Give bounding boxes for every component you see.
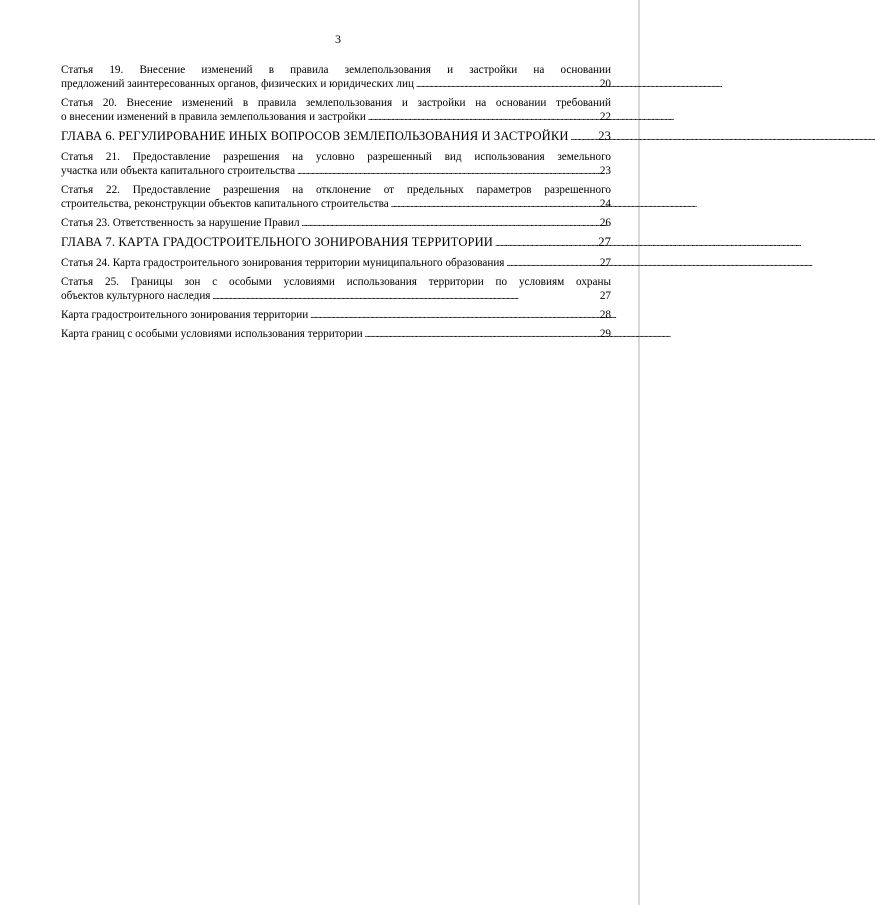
toc-page-number: 20 [599, 78, 611, 90]
dot-leader [571, 129, 597, 145]
toc-entry-last-line [61, 77, 611, 91]
toc-entry[interactable] [61, 63, 611, 91]
toc-entry-title: Карта градостроительного зонирования территории [61, 309, 309, 321]
toc-entry-line [61, 63, 611, 77]
toc-entry-title: ГЛАВА 7. КАРТА ГРАДОСТРОИТЕЛЬНОГО ЗОНИРОВАНИЯ ТЕРРИТОРИИ [61, 235, 494, 249]
toc-entry-title: Карта границ с особыми условиями использования территории [61, 328, 363, 340]
toc-page-number: 29 [599, 328, 611, 340]
toc-entry-line [61, 183, 611, 197]
dot-leader [297, 164, 598, 178]
dot-leader [506, 256, 597, 270]
toc-entry-last-line [61, 235, 611, 251]
toc-entry-last-line [61, 216, 611, 230]
toc-entry-title: Статья 23. Ответственность за нарушение Правил [61, 217, 300, 229]
toc-page-number: 22 [599, 111, 611, 123]
toc-chapter-entry[interactable] [61, 235, 611, 251]
toc-page-number: 26 [599, 217, 611, 229]
toc-entry-line [61, 275, 611, 289]
toc-entry-last-line [61, 308, 611, 322]
toc-entry-title: участка или объекта капитального строительства [61, 165, 296, 177]
toc-entry-text: Статья 22. Предоставление разрешения на отклонение от предельных параметров разрешенного [61, 184, 611, 196]
toc-page-number: 28 [599, 309, 611, 321]
dot-leader [416, 77, 598, 91]
dot-leader [302, 216, 598, 230]
toc-entry-last-line [61, 110, 611, 124]
toc-page-number: 23 [599, 165, 611, 177]
toc-entry-title: объектов культурного наследия [61, 290, 211, 302]
toc-entry-last-line [61, 129, 611, 145]
toc-entry[interactable] [61, 183, 611, 211]
page-number: 3 [335, 32, 341, 46]
toc-entry-last-line [61, 327, 611, 341]
toc-entry-text: Статья 20. Внесение изменений в правила землепользования и застройки на основании требований [61, 97, 611, 109]
toc-entry-title: предложений заинтересованных органов, физических и юридических лиц [61, 78, 414, 90]
dot-leader [310, 308, 598, 322]
toc-entry-last-line [61, 197, 611, 211]
toc-entry[interactable] [61, 327, 611, 341]
toc-page-number: 23 [598, 129, 611, 143]
toc-entry[interactable] [61, 308, 611, 322]
toc-entry-title: о внесении изменений в правила землепользования и застройки [61, 111, 366, 123]
toc-page-number: 27 [599, 290, 611, 302]
toc-entry-line [61, 150, 611, 164]
toc-entry-text: Статья 25. Границы зон с особыми условиями использования территории по условиям охраны [61, 276, 611, 288]
toc-entry-last-line [61, 289, 611, 303]
dot-leader [212, 289, 597, 303]
toc-entry[interactable] [61, 275, 611, 303]
toc-entry[interactable] [61, 256, 611, 270]
table-of-contents [61, 63, 611, 346]
toc-entry-title: строительства, реконструкции объектов капитального строительства [61, 198, 389, 210]
toc-entry[interactable] [61, 216, 611, 230]
dot-leader [365, 327, 598, 341]
toc-entry-line [61, 96, 611, 110]
toc-page-number: 27 [598, 235, 611, 249]
toc-entry-title: ГЛАВА 6. РЕГУЛИРОВАНИЕ ИНЫХ ВОПРОСОВ ЗЕМЛЕПОЛЬЗОВАНИЯ И ЗАСТРОЙКИ [61, 129, 569, 143]
toc-page-number: 27 [599, 257, 611, 269]
toc-entry-text: Статья 21. Предоставление разрешения на условно разрешенный вид использования земельного [61, 151, 611, 163]
toc-entry-text: Статья 19. Внесение изменений в правила землепользования и застройки на основании [61, 64, 611, 76]
dot-leader [368, 110, 598, 124]
toc-entry-last-line [61, 164, 611, 178]
toc-entry-title: Статья 24. Карта градостроительного зонирования территории муниципального образования [61, 257, 505, 269]
toc-chapter-entry[interactable] [61, 129, 611, 145]
dot-leader [495, 235, 596, 251]
dot-leader [391, 197, 598, 211]
toc-entry-last-line [61, 256, 611, 270]
toc-entry[interactable] [61, 150, 611, 178]
toc-page-number: 24 [599, 198, 611, 210]
toc-entry[interactable] [61, 96, 611, 124]
